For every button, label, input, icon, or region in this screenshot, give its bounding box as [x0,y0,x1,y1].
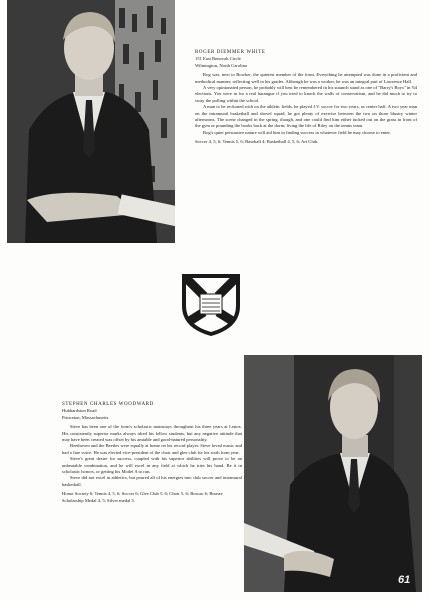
address-line-2: Wilmington, North Carolina [195,62,247,68]
bio-paragraph: A very opinionated person, he probably will best be remembered in his staunch stand as one of "Barry's Boys" in '64 elections. You were in for a real harangue if you tried to knock the walls of conservatism, and he did much to try to sway the polling within the school. [195,85,417,103]
address-line-1: 151 East Renovah Circle [195,56,241,62]
entry-roger-white [195,50,417,146]
bio-paragraph: Steve's great desire for success, coupled with his superior abilities will prove to be an unbeatable combination, and he will excel in any field at which he tries his hand. Be it in scholastic honors, or getting his Model A to run. [62,456,242,475]
bio-paragraph: Rog was, next to Bowker, the quietest member of the form. Everything he attempted was done in a proficient and methodical manner, reflecting well in his grades. Although he was a worker, he was an integral part of Lawrence Hall. [195,72,417,84]
portrait-photo-stephen-woodward [244,355,422,592]
page-number: 61 [398,574,411,586]
address-line-1: Hubbardston Road [62,408,97,414]
bio-paragraph: Steve did not excel in athletics, but poured all of his energies into club soccer and intramural basketball. [62,475,242,487]
bio-paragraph: Steve has been one of the form's scholastic mainstays throughout his three years at Lenox. His consistently superior marks always irked his fellow students, but any negative attitude that may have been created was offset by his amiable and good-natured personality. [62,424,242,443]
student-name: STEPHEN CHARLES WOODWARD [62,402,154,407]
portrait-photo-roger-white [7,0,175,243]
bio-paragraph: Beethoven and the Beetles were equally at home on his record player. Steve loved music and had a fine voice. He was elected vice-president of the choir and glee club for his sixth form year. [62,443,242,455]
entry-stephen-woodward [62,402,242,504]
school-crest-emblem [180,272,242,338]
activities-list: Soccer 4, 5, 6; Tennis 5, 6; Baseball 4; Basketball 4, 5, 6; Art Club. [195,139,319,145]
student-name: ROGER DIEMMER WHITE [195,50,266,55]
bio-paragraph: A man to be reckoned with on the athletic fields, he played J.V. soccer for two years, as center half. A two year man on the intramural basketball and shovel squad, he got plenty of exercise between the two on those blustry winter afternoons. The scene changed in the spring, though, and one could find him either tucked out on the grass in front of the gym or pounding the books back at the dorm; living the life of Riley on the tennis team. [195,104,417,129]
bio-paragraph: Rog's quiet persuasive nature will aid him in finding success in whatever field he may choose to enter. [203,129,391,135]
address-line-2: Princeton, Massachusetts [62,414,109,420]
activities-list: Honor Society 6; Tennis 4, 5, 6; Soccer 6; Glee Club 5, 6; Choir 5, 6; Bosoro 6; Bronze Scholarship Medal 4, 5; Silver medal 5. [62,491,223,503]
